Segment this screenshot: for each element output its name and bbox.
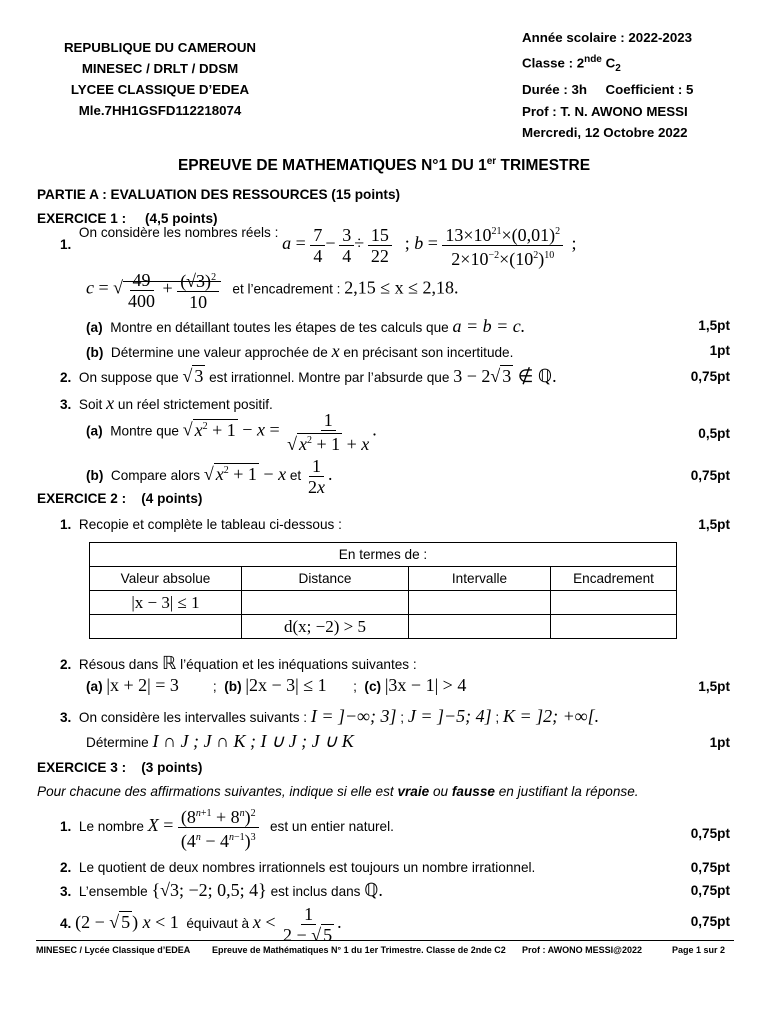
ex2-heading: EXERCICE 2 : (4 points) xyxy=(37,491,203,506)
table-cell xyxy=(551,591,677,615)
ministry-line: MINESEC / DRLT / DDSM xyxy=(81,61,239,76)
matricule-line: Mle.7HH1GSFD112218074 xyxy=(78,103,242,118)
table-header-valeur-absolue: Valeur absolue xyxy=(90,567,242,591)
table-cell xyxy=(90,615,242,639)
ex1-c-def: c = √ $\frac{49}{400}$ + $\frac{(√3)^2}{10}$ et l’encadrement : 2,15 ≤ x ≤ 2,18. xyxy=(86,269,459,312)
table-cell xyxy=(242,591,409,615)
ex3-q4-points: 0,75pt xyxy=(690,914,730,929)
ex3-q3: 3. L’ensemble {√3; −2; 0,5; 4} est inclus dans ℚ. xyxy=(60,880,383,900)
footer-title: Epreuve de Mathématiques N° 1 du 1er Trimestre. Classe de 2nde C2 xyxy=(212,945,506,955)
ex1-q1b-points: 1pt xyxy=(709,343,730,358)
ex1-q3b: (b) Compare alors √ $x^2 + 1 - x$ et $\frac{1}{2x}$ . xyxy=(86,456,333,497)
ex2-q3-ops: Détermine I ∩ J ; J ∩ K ; I ∪ J ; J ∪ K xyxy=(86,731,354,751)
ex1-q3: 3. Soit x un réel strictement positif. xyxy=(60,393,273,413)
ex2-q1-points: 1,5pt xyxy=(698,517,730,532)
ex2-q2-items: (a) |x + 2| = 3 ; (b) |2x − 3| ≤ 1 ; (c) |3x − 1| > 4 xyxy=(86,675,467,695)
ex3-q2-points: 0,75pt xyxy=(690,860,730,875)
ex3-q4: 4. (2 − √ 5 ) x < 1 équivaut à x < $\frac{1}{2 - √ 5}$ . xyxy=(60,904,342,945)
ex1-q2: 2. On suppose que √ 3 est irrationnel. Montre par l’absurde que 3 − 2√ 3 ∉ ℚ. xyxy=(60,366,557,386)
partie-a-heading: PARTIE A : EVALUATION DES RESSOURCES (15 points) xyxy=(37,187,401,202)
ex1-q1: 1. On considère les nombres réels : a = $\frac{7}{4}$ − $\frac{3}{4}$ ÷ $\frac{15}{22}$ ; b = $\frac{13\times 10^{21}\times(0,01)^2}{2\times 10^{-2}\times(10^2)^{10}}$ ; xyxy=(60,222,576,269)
ex3-q1: 1. Le nombre X = $\frac{(8^{n+1} + 8^n)^2}{(4^n - 4^{n-1})^3}$ est un entier naturel. xyxy=(60,804,394,851)
ex3-heading: EXERCICE 3 : (3 points) xyxy=(37,760,203,775)
ex2-q2: 2. Résous dans ℝ l’équation et les inéquations suivantes : xyxy=(60,653,417,673)
ex1-q1a-points: 1,5pt xyxy=(698,318,730,333)
ex3-intro: Pour chacune des affirmations suivantes, indique si elle est vraie ou fausse en justifiant la réponse. xyxy=(37,784,639,799)
table-cell-distance: d(x; −2) > 5 xyxy=(242,615,409,639)
class-line: Classe : 2nde $C_2$ xyxy=(522,53,621,74)
footer-rule xyxy=(36,940,734,941)
table-caption: En termes de : xyxy=(90,543,677,567)
school-line: LYCEE CLASSIQUE D’EDEA xyxy=(70,82,250,97)
footer-prof: Prof : AWONO MESSI@2022 xyxy=(522,945,642,955)
ex2-q1: 1. Recopie et complète le tableau ci-dessous : xyxy=(60,517,342,532)
header-left xyxy=(40,37,280,121)
ex2-table xyxy=(89,542,677,639)
ex3-q1-points: 0,75pt xyxy=(690,826,730,841)
ex1-q1b: (b) Détermine une valeur approchée de x en précisant son incertitude. xyxy=(86,341,514,361)
ex2-q3: 3. On considère les intervalles suivants : I = ]−∞; 3] ; J = ]−5; 4] ; K = ]2; +∞[. xyxy=(60,706,600,726)
footer-page: Page 1 sur 2 xyxy=(672,945,726,955)
table-header-distance: Distance xyxy=(242,567,409,591)
ex1-q3b-points: 0,75pt xyxy=(690,468,730,483)
ex1-q2-points: 0,75pt xyxy=(690,369,730,384)
republic-line: REPUBLIQUE DU CAMEROUN xyxy=(63,40,257,55)
table-header-intervalle: Intervalle xyxy=(409,567,551,591)
table-cell xyxy=(409,615,551,639)
ex2-q3-points: 1pt xyxy=(709,735,730,750)
table-cell-abs: |x − 3| ≤ 1 xyxy=(90,591,242,615)
ex3-q2: 2. Le quotient de deux nombres irrationnels est toujours un nombre irrationnel. xyxy=(60,860,536,875)
ex3-q3-points: 0,75pt xyxy=(690,883,730,898)
table-header-encadrement: Encadrement xyxy=(551,567,677,591)
table-cell xyxy=(409,591,551,615)
ex1-q3a: (a) Montre que √ $x^2 + 1 - x$ = $\frac{1}{√ x^2 + 1 + x}$ . xyxy=(86,410,377,454)
school-year: Année scolaire : 2022-2023 xyxy=(522,30,693,45)
header-right xyxy=(522,27,693,144)
page-title: EPREUVE DE MATHEMATIQUES N°1 DU 1er TRIMESTRE xyxy=(177,156,591,175)
table-cell xyxy=(551,615,677,639)
ex1-q1a: (a) Montre en détaillant toutes les étapes de tes calculs que a = b = c. xyxy=(86,316,526,336)
teacher-line: Prof : T. N. AWONO MESSI xyxy=(522,103,688,119)
footer-school: MINESEC / Lycée Classique d’EDEA xyxy=(36,945,191,955)
ex1-q3a-points: 0,5pt xyxy=(698,426,730,441)
duration-line: Durée : 3h Coefficient : 5 xyxy=(522,82,694,98)
date-line: Mercredi, 12 Octobre 2022 xyxy=(522,125,688,141)
ex1-heading: EXERCICE 1 : (4,5 points) xyxy=(37,211,218,226)
ex2-q2-points: 1,5pt xyxy=(698,679,730,694)
